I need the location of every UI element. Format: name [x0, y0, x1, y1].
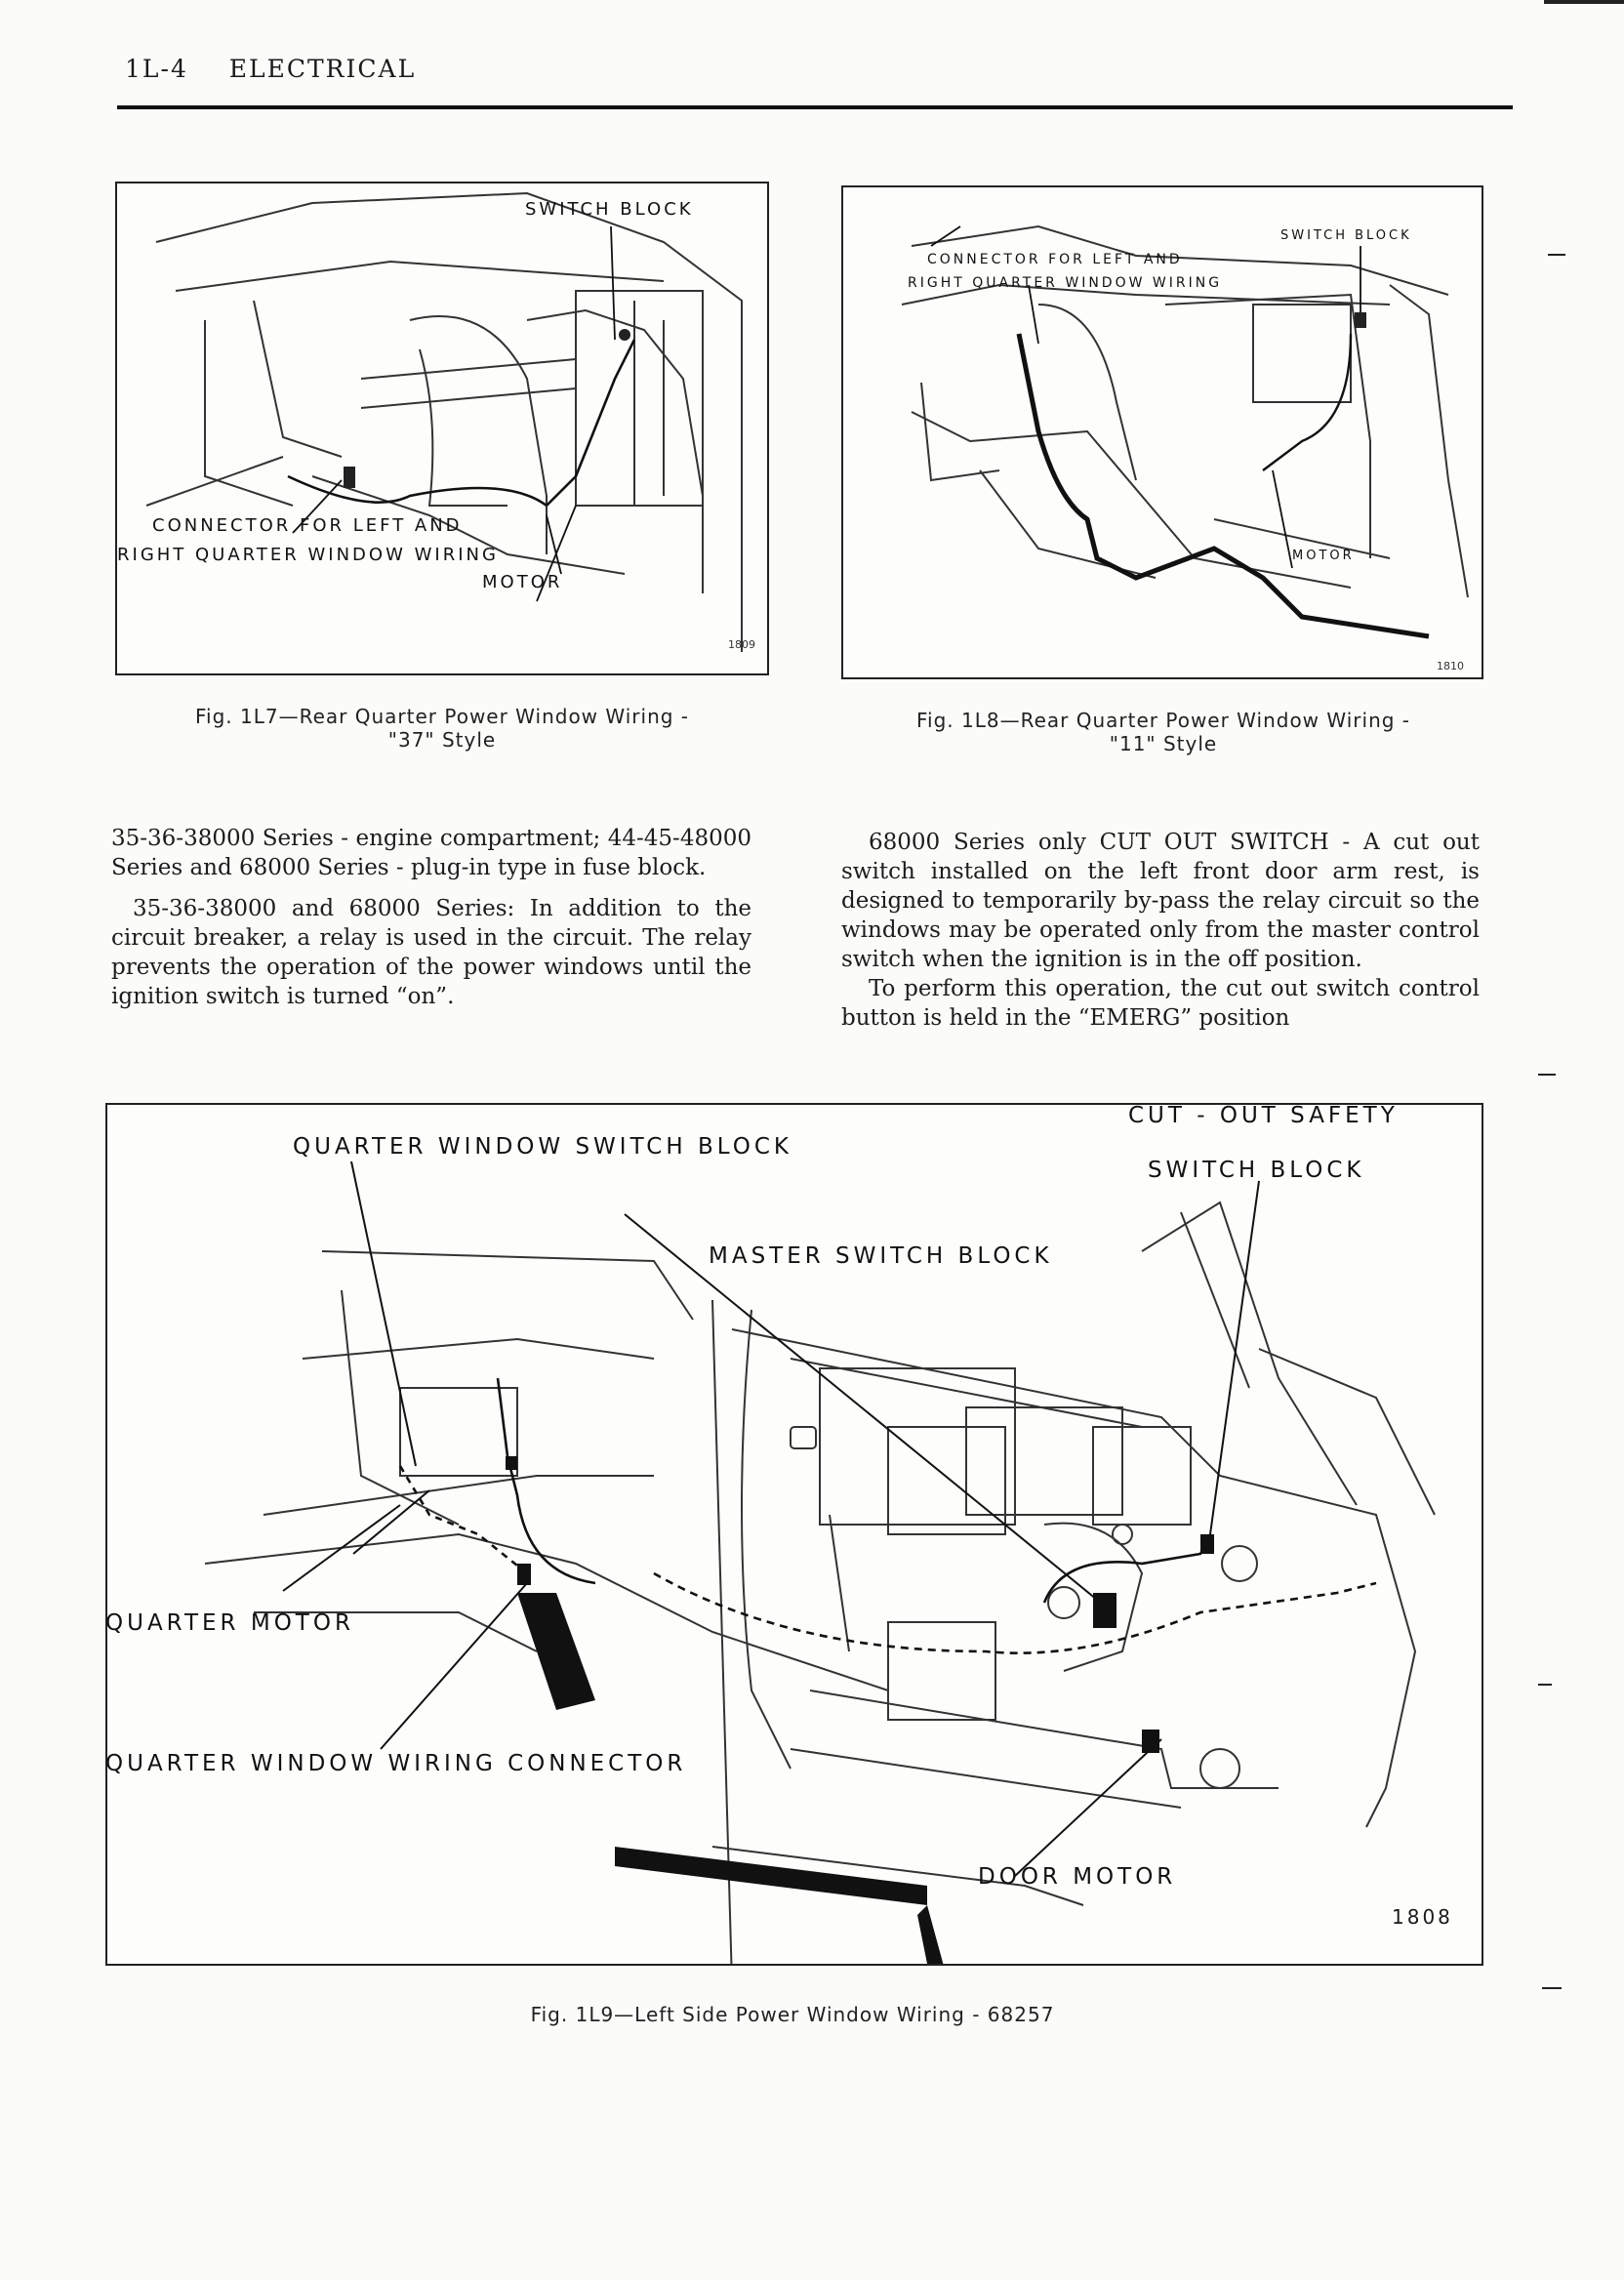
figure-number: 1810 — [1437, 660, 1464, 672]
body-right-column — [841, 828, 1480, 1033]
page-header — [125, 55, 416, 83]
header-rule — [117, 105, 1513, 109]
margin-mark — [1548, 254, 1565, 256]
corner-mark — [1544, 0, 1624, 4]
caption-1l8-line1: Fig. 1L8—Rear Quarter Power Window Wiring - — [915, 709, 1411, 732]
figure-1l8 — [841, 185, 1483, 679]
label-switch-block: SWITCH BLOCK — [525, 199, 694, 220]
caption-1l8 — [841, 709, 1485, 755]
label-motor: MOTOR — [1292, 549, 1355, 563]
label-motor: MOTOR — [482, 572, 563, 592]
label-cutout-safety-line2: SWITCH BLOCK — [1148, 1158, 1365, 1183]
label-connector-line1: CONNECTOR FOR LEFT AND — [927, 252, 1183, 267]
figure-1l7-illustration — [117, 183, 767, 673]
margin-mark — [1542, 1987, 1562, 1989]
label-quarter-window-wiring-connector: QUARTER WINDOW WIRING CONNECTOR — [105, 1751, 687, 1776]
label-master-switch-block: MASTER SWITCH BLOCK — [709, 1243, 1053, 1269]
label-quarter-window-switch-block: QUARTER WINDOW SWITCH BLOCK — [293, 1134, 792, 1160]
paragraph: To perform this operation, the cut out switch control button is held in the “EMERG” position — [841, 976, 1480, 1031]
figure-1l9 — [105, 1103, 1483, 1966]
paragraph: 35-36-38000 and 68000 Series: In addition to the circuit breaker, a relay is used in the circuit. The relay prevents the operation of the power windows until the ignition switch is turned “on”. — [111, 896, 751, 1009]
body-left-column — [111, 824, 751, 1011]
label-connector-line1: CONNECTOR FOR LEFT AND — [152, 515, 463, 536]
label-door-motor: DOOR MOTOR — [978, 1864, 1177, 1890]
section-title: ELECTRICAL — [228, 55, 417, 83]
label-cutout-safety-line1: CUT - OUT SAFETY — [1128, 1103, 1399, 1128]
margin-mark — [1538, 1684, 1552, 1686]
caption-1l8-line2: "11" Style — [1109, 732, 1218, 755]
caption-1l7 — [115, 705, 769, 752]
label-quarter-motor: QUARTER MOTOR — [105, 1610, 354, 1636]
paragraph: 68000 Series only CUT OUT SWITCH - A cut out switch installed on the left front door arm rest, is designed to temporarily by-pass the relay circuit so the windows may be operated only from the master control switch when the ignition is in the off position. — [841, 830, 1480, 972]
label-switch-block: SWITCH BLOCK — [1280, 228, 1412, 243]
caption-1l7-line1: Fig. 1L7—Rear Quarter Power Window Wiring - — [194, 705, 690, 728]
caption-1l7-line2: "37" Style — [387, 728, 497, 752]
figure-1l9-illustration — [107, 1105, 1482, 1964]
figure-1l7 — [115, 182, 769, 675]
paragraph: 35-36-38000 Series - engine compartment; 44-45-48000 Series and 68000 Series - plug-in type in fuse block. — [111, 826, 751, 880]
caption-1l9: Fig. 1L9—Left Side Power Window Wiring - 68257 — [530, 2003, 1055, 2026]
figure-number: 1808 — [1392, 1905, 1453, 1929]
margin-mark — [1538, 1074, 1556, 1076]
figure-number: 1809 — [728, 638, 755, 651]
label-connector-line2: RIGHT QUARTER WINDOW WIRING — [908, 275, 1223, 291]
label-connector-line2: RIGHT QUARTER WINDOW WIRING — [117, 545, 499, 565]
page-ref: 1L-4 — [125, 55, 188, 83]
